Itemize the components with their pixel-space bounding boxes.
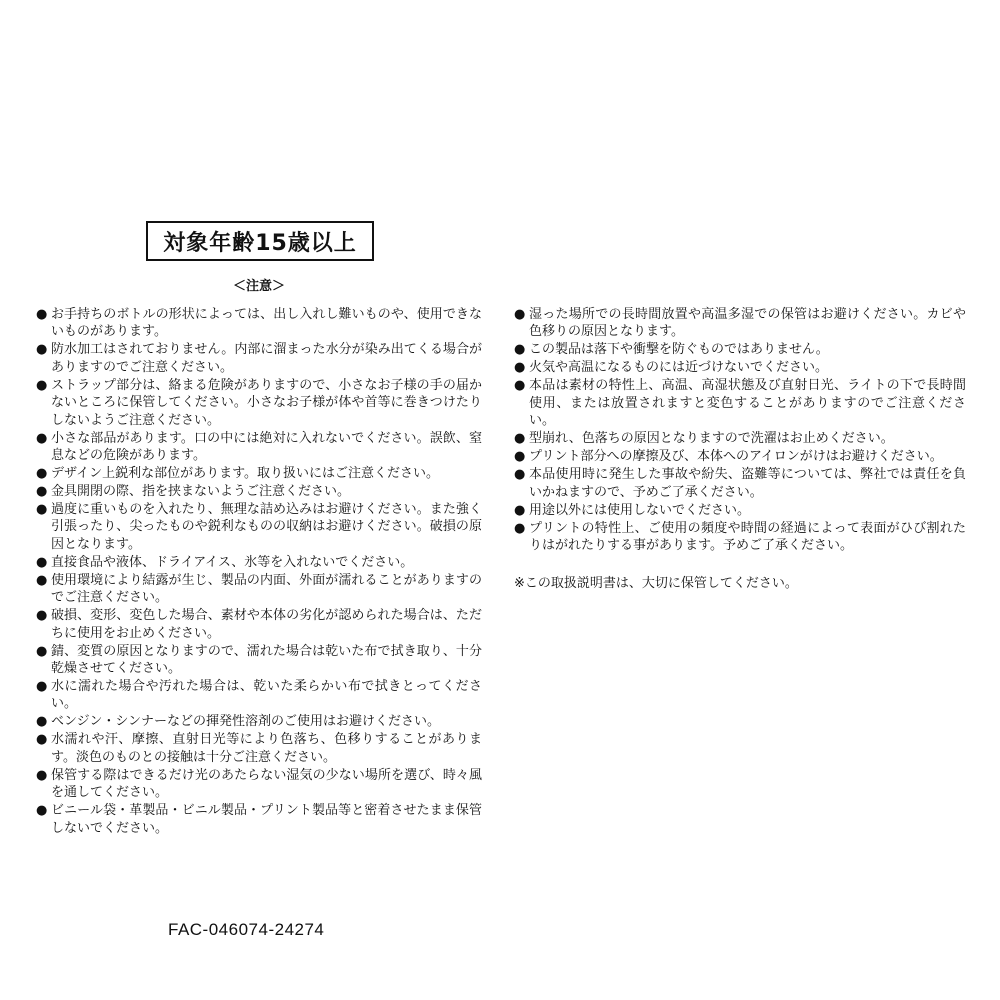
bullet-icon: ● bbox=[36, 377, 48, 393]
bullet-icon: ● bbox=[36, 732, 48, 748]
list-item: ● ビニール袋・革製品・ビニル製品・プリント製品等と密着させたまま保管しないでください。 bbox=[36, 803, 482, 836]
list-item: ● 破損、変形、変色した場合、素材や本体の劣化が認められた場合は、ただちに使用をお止めください。 bbox=[36, 608, 482, 641]
bullet-icon: ● bbox=[36, 608, 48, 624]
list-item: ● お手持ちのボトルの形状によっては、出し入れし難いものや、使用できないものがあります。 bbox=[36, 307, 482, 340]
age-label: 対象年齢15歳以上 bbox=[163, 230, 357, 256]
bullet-icon: ● bbox=[514, 467, 526, 483]
bullet-icon: ● bbox=[36, 342, 48, 358]
list-item: ● 直接食品や液体、ドライアイス、氷等を入れないでください。 bbox=[36, 554, 414, 570]
bullet-icon: ● bbox=[514, 378, 526, 394]
bullet-icon: ● bbox=[514, 431, 526, 447]
list-item: ● 水濡れや汗、摩擦、直射日光等により色落ち、色移りすることがあります。淡色のものとの接触は十分ご注意ください。 bbox=[36, 732, 482, 765]
bullet-icon: ● bbox=[514, 307, 526, 322]
list-item: ● 本品は素材の特性上、高温、高湿状態及び直射日光、ライトの下で長時間使用、または放置されますと変色することがありますのでご注意ください。 bbox=[514, 378, 966, 429]
list-item: ● 過度に重いものを入れたり、無理な詰め込みはお避けください。また強く引張ったり、尖ったものや鋭利なものの収納はお避けください。破損の原因となります。 bbox=[36, 502, 482, 552]
caution-list-right bbox=[514, 306, 966, 554]
list-item: ● プリントの特性上、ご使用の頻度や時間の経過によって表面がひび割れたりはがれたりする事があります。予めご了承ください。 bbox=[514, 520, 966, 554]
list-item: ● 金具開閉の際、指を挟まないようご注意ください。 bbox=[36, 484, 351, 500]
bullet-icon: ● bbox=[36, 572, 48, 588]
caution-list-left bbox=[36, 306, 482, 837]
list-item: ● 保管する際はできるだけ光のあたらない湿気の少ない場所を選び、時々風を通してください。 bbox=[36, 767, 482, 801]
list-item: ● 湿った場所での長時間放置や高温多湿での保管はお避けください。カビや色移りの原因となります。 bbox=[514, 307, 966, 340]
bullet-icon: ● bbox=[514, 342, 526, 358]
list-item: ● 防水加工はされておりません。内部に溜まった水分が染み出てくる場合がありますのでご注意ください。 bbox=[36, 342, 482, 375]
bullet-icon: ● bbox=[36, 484, 48, 500]
caution-column-right bbox=[514, 306, 966, 555]
bullet-icon: ● bbox=[514, 449, 526, 465]
bullet-icon: ● bbox=[36, 767, 48, 783]
list-item: ● 型崩れ、色落ちの原因となりますので洗濯はお止めください。 bbox=[514, 431, 894, 447]
list-item: ● 用途以外には使用しないでください。 bbox=[514, 502, 751, 518]
list-item: ● プリント部分への摩擦及び、本体へのアイロンがけはお避けください。 bbox=[514, 449, 943, 465]
list-item: ● ベンジン・シンナーなどの揮発性溶剤のご使用はお避けください。 bbox=[36, 714, 441, 730]
bullet-icon: ● bbox=[514, 502, 526, 518]
bullet-icon: ● bbox=[36, 643, 48, 659]
bullet-icon: ● bbox=[36, 679, 48, 695]
bullet-icon: ● bbox=[36, 430, 48, 446]
list-item: ● この製品は落下や衝撃を防ぐものではありません。 bbox=[514, 342, 829, 358]
list-item: ● 使用環境により結露が生じ、製品の内面、外面が濡れることがありますのでご注意ください。 bbox=[36, 572, 482, 606]
caution-title: ＜注意＞ bbox=[232, 279, 285, 294]
bullet-icon: ● bbox=[36, 554, 48, 570]
bullet-icon: ● bbox=[36, 714, 48, 730]
product-code: FAC-046074-24274 bbox=[168, 920, 325, 939]
list-item: ● ストラップ部分は、絡まる危険がありますので、小さなお子様の手の届かないところに保管してください。小さなお子様が体や首等に巻きつけたりしないようご注意ください。 bbox=[36, 377, 482, 428]
caution-column-left bbox=[36, 279, 482, 838]
bullet-icon: ● bbox=[36, 803, 48, 819]
bullet-icon: ● bbox=[36, 502, 48, 518]
age-label-box bbox=[146, 221, 374, 261]
list-item: ● 本品使用時に発生した事故や紛失、盗難等については、弊社では責任を負いかねますので、予めご了承ください。 bbox=[514, 467, 966, 500]
bullet-icon: ● bbox=[36, 466, 48, 482]
bullet-icon: ● bbox=[514, 360, 526, 376]
list-item: ● 水に濡れた場合や汚れた場合は、乾いた柔らかい布で拭きとってください。 bbox=[36, 679, 482, 712]
list-item: ● デザイン上鋭利な部位があります。取り扱いにはご注意ください。 bbox=[36, 466, 440, 482]
bullet-icon: ● bbox=[514, 520, 526, 536]
bullet-icon: ● bbox=[36, 307, 48, 322]
list-item: ● 火気や高温になるものには近づけないでください。 bbox=[514, 360, 829, 376]
storage-footnote: ※この取扱説明書は、大切に保管してください。 bbox=[514, 576, 798, 591]
list-item: ● 小さな部品があります。口の中には絶対に入れないでください。誤飲、窒息などの危険があります。 bbox=[36, 430, 482, 464]
list-item: ● 錆、変質の原因となりますので、濡れた場合は乾いた布で拭き取り、十分乾燥させてください。 bbox=[36, 643, 482, 677]
